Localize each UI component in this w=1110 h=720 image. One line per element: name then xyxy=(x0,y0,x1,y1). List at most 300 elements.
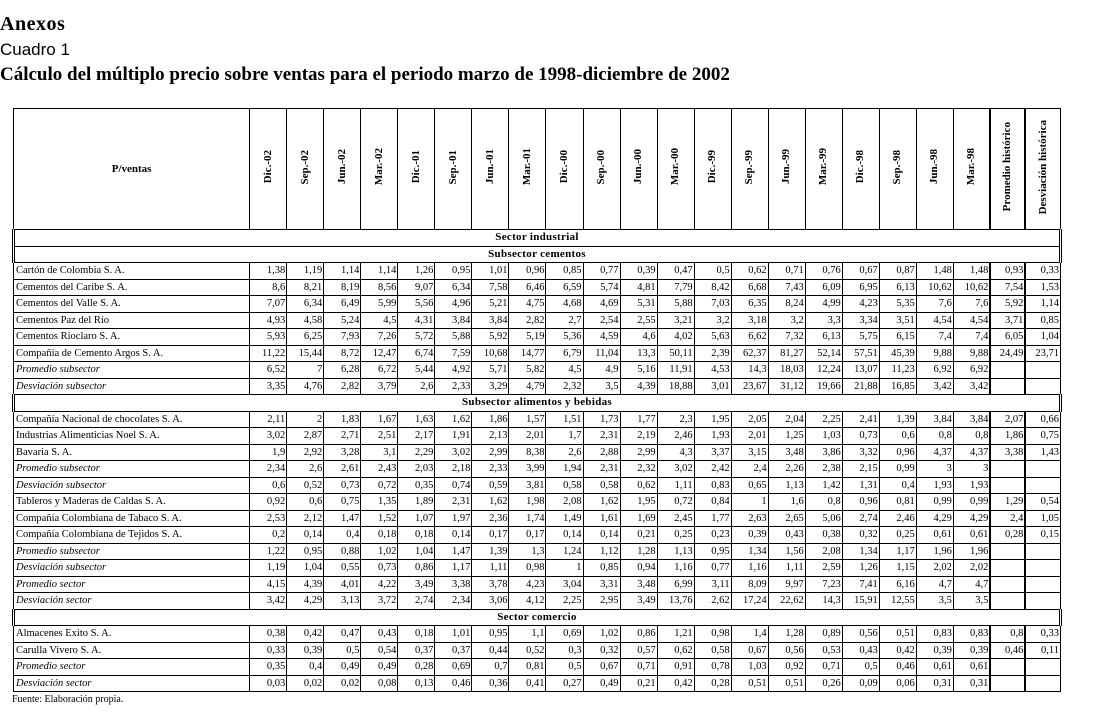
table-cell: 1,77 xyxy=(694,510,731,527)
table-cell: 7,07 xyxy=(250,296,287,313)
table-cell: 6,46 xyxy=(509,279,546,296)
table-cell: 31,12 xyxy=(768,378,805,395)
table-cell: 2,51 xyxy=(361,428,398,445)
table-row xyxy=(14,527,1061,544)
table-cell: 1,21 xyxy=(657,626,694,643)
column-header-text: Jun.-02 xyxy=(335,149,348,185)
table-cell: 2,95 xyxy=(583,593,620,610)
table-cell: 1,38 xyxy=(250,263,287,280)
table-cell: 6,62 xyxy=(731,329,768,346)
table-cell: 2,3 xyxy=(657,411,694,428)
table-cell: 13,3 xyxy=(620,345,657,362)
table-cell: 0,74 xyxy=(435,477,472,494)
table-cell: 1,12 xyxy=(583,543,620,560)
row-label: Cementos Rioclaro S. A. xyxy=(14,329,250,346)
table-cell: 4,81 xyxy=(620,279,657,296)
table-cell: 0,42 xyxy=(657,675,694,692)
table-cell: 7,4 xyxy=(916,329,953,346)
row-label: Desviación sector xyxy=(14,593,250,610)
table-cell: 2,46 xyxy=(879,510,916,527)
table-cell: 2,99 xyxy=(620,444,657,461)
table-cell: 3,84 xyxy=(472,312,509,329)
table-cell: 18,03 xyxy=(768,362,805,379)
table-cell: 0,88 xyxy=(324,543,361,560)
table-cell: 0,86 xyxy=(620,626,657,643)
column-header xyxy=(916,109,953,230)
table-cell: 1,1 xyxy=(509,626,546,643)
table-cell: 8,38 xyxy=(509,444,546,461)
table-cell: 1,05 xyxy=(1025,510,1060,527)
column-header xyxy=(583,109,620,230)
table-cell xyxy=(990,560,1025,577)
table-cell: 3,86 xyxy=(805,444,842,461)
table-cell: 2 xyxy=(287,411,324,428)
table-cell: 2,08 xyxy=(546,494,583,511)
table-cell: 6,15 xyxy=(879,329,916,346)
table-cell: 0,39 xyxy=(287,642,324,659)
table-cell: 0,43 xyxy=(361,626,398,643)
table-cell: 15,44 xyxy=(287,345,324,362)
table-cell: 7,59 xyxy=(435,345,472,362)
table-cell: 7,41 xyxy=(842,576,879,593)
table-cell: 1,9 xyxy=(250,444,287,461)
table-cell: 3,1 xyxy=(361,444,398,461)
table-cell: 1,74 xyxy=(509,510,546,527)
table-cell: 0,59 xyxy=(472,477,509,494)
table-cell: 3,31 xyxy=(583,576,620,593)
table-cell: 0,91 xyxy=(657,659,694,676)
table-cell: 7,58 xyxy=(472,279,509,296)
table-cell: 0,31 xyxy=(916,675,953,692)
table-cell: 0,03 xyxy=(250,675,287,692)
table-cell: 3,13 xyxy=(324,593,361,610)
table-cell: 0,51 xyxy=(731,675,768,692)
summary-row xyxy=(14,362,1061,379)
row-label: Industrias Alimenticias Noel S. A. xyxy=(14,428,250,445)
table-cell: 0,33 xyxy=(1025,263,1060,280)
table-row xyxy=(14,279,1061,296)
table-cell: 1,26 xyxy=(398,263,435,280)
table-cell: 0,14 xyxy=(435,527,472,544)
table-cell: 1,16 xyxy=(657,560,694,577)
table-cell: 0,86 xyxy=(398,560,435,577)
page-title: Anexos xyxy=(0,13,66,35)
table-cell: 0,6 xyxy=(287,494,324,511)
row-label: Bavaria S. A. xyxy=(14,444,250,461)
row-label: Promedio sector xyxy=(14,576,250,593)
table-cell: 2,11 xyxy=(250,411,287,428)
table-cell: 3,02 xyxy=(250,428,287,445)
column-header-text: Sep.-00 xyxy=(595,149,608,185)
table-cell: 9,07 xyxy=(398,279,435,296)
table-cell: 2,18 xyxy=(435,461,472,478)
table-cell: 10,68 xyxy=(472,345,509,362)
table-cell: 0,56 xyxy=(842,626,879,643)
table-cell: 6,59 xyxy=(546,279,583,296)
column-header-text: Jun.-01 xyxy=(483,149,496,185)
table-cell: 2,46 xyxy=(657,428,694,445)
table-cell: 2,99 xyxy=(472,444,509,461)
table-cell: 0,14 xyxy=(583,527,620,544)
table-cell: 0,96 xyxy=(509,263,546,280)
table-cell: 0,02 xyxy=(324,675,361,692)
table-cell: 1,49 xyxy=(546,510,583,527)
table-cell: 11,04 xyxy=(583,345,620,362)
table-cell: 6,92 xyxy=(916,362,953,379)
table-cell: 3,2 xyxy=(768,312,805,329)
column-header xyxy=(250,109,287,230)
table-cell: 21,88 xyxy=(842,378,879,395)
table-cell: 0,21 xyxy=(620,675,657,692)
table-cell: 0,72 xyxy=(657,494,694,511)
table-cell: 7,6 xyxy=(916,296,953,313)
table-cell: 4,53 xyxy=(694,362,731,379)
table-cell: 0,58 xyxy=(583,477,620,494)
table-cell: 8,72 xyxy=(324,345,361,362)
column-header-text: Jun.-00 xyxy=(632,149,645,185)
table-cell: 0,52 xyxy=(509,642,546,659)
table-cell: 0,65 xyxy=(731,477,768,494)
table-cell: 6,34 xyxy=(435,279,472,296)
table-cell: 0,69 xyxy=(435,659,472,676)
table-cell: 0,17 xyxy=(509,527,546,544)
table-cell: 4,15 xyxy=(250,576,287,593)
table-cell: 14,3 xyxy=(805,593,842,610)
table-cell: 14,77 xyxy=(509,345,546,362)
table-cell: 7,23 xyxy=(805,576,842,593)
table-cell: 11,22 xyxy=(250,345,287,362)
table-cell: 0,87 xyxy=(879,263,916,280)
table-row xyxy=(14,312,1061,329)
column-header xyxy=(435,109,472,230)
table-cell: 1,19 xyxy=(287,263,324,280)
table-cell: 1,93 xyxy=(694,428,731,445)
table-cell: 1,86 xyxy=(472,411,509,428)
table-cell: 0,51 xyxy=(879,626,916,643)
table-cell: 7,43 xyxy=(768,279,805,296)
table-row xyxy=(14,296,1061,313)
table-cell: 4,75 xyxy=(509,296,546,313)
table-cell: 3,84 xyxy=(916,411,953,428)
table-row xyxy=(14,345,1061,362)
table-cell: 0,85 xyxy=(583,560,620,577)
table-cell: 0,3 xyxy=(546,642,583,659)
table-cell: 2,02 xyxy=(916,560,953,577)
table-cell: 1,98 xyxy=(509,494,546,511)
table-cell: 6,13 xyxy=(805,329,842,346)
table-cell: 0,75 xyxy=(1025,428,1060,445)
table-cell: 0,23 xyxy=(694,527,731,544)
table-cell: 81,27 xyxy=(768,345,805,362)
table-cell: 3,38 xyxy=(990,444,1025,461)
table-cell: 0,67 xyxy=(731,642,768,659)
table-cell: 22,62 xyxy=(768,593,805,610)
summary-row xyxy=(14,675,1061,692)
table-cell: 0,13 xyxy=(398,675,435,692)
table-cell: 0,47 xyxy=(657,263,694,280)
table-cell: 0,5 xyxy=(694,263,731,280)
table-cell: 7,32 xyxy=(768,329,805,346)
price-to-sales-table xyxy=(12,108,1062,692)
table-cell: 0,42 xyxy=(879,642,916,659)
table-cell: 1,43 xyxy=(1025,444,1060,461)
table-cell: 3,5 xyxy=(583,378,620,395)
table-cell: 1,11 xyxy=(768,560,805,577)
table-cell: 1,25 xyxy=(768,428,805,445)
section-row xyxy=(14,395,1061,412)
table-cell xyxy=(1025,659,1060,676)
table-cell: 0,67 xyxy=(583,659,620,676)
table-cell: 0,52 xyxy=(287,477,324,494)
row-label: Almacenes Exito S. A. xyxy=(14,626,250,643)
table-cell: 6,92 xyxy=(953,362,990,379)
table-cell: 0,96 xyxy=(879,444,916,461)
table-cell: 0,7 xyxy=(472,659,509,676)
table-cell: 0,43 xyxy=(768,527,805,544)
column-header-text: Sep.-01 xyxy=(446,149,459,185)
table-cell: 0,56 xyxy=(768,642,805,659)
column-header-text: Dic.-02 xyxy=(261,150,274,184)
table-cell: 2,38 xyxy=(805,461,842,478)
summary-row xyxy=(14,378,1061,395)
table-cell: 0,25 xyxy=(879,527,916,544)
table-cell: 1,07 xyxy=(398,510,435,527)
table-cell: 0,4 xyxy=(324,527,361,544)
section-row xyxy=(14,230,1061,247)
table-cell: 3,51 xyxy=(879,312,916,329)
table-cell: 6,49 xyxy=(324,296,361,313)
table-cell: 4,54 xyxy=(916,312,953,329)
table-cell: 1,67 xyxy=(361,411,398,428)
table-cell: 0,69 xyxy=(546,626,583,643)
table-cell: 1,24 xyxy=(546,543,583,560)
table-cell: 0,85 xyxy=(546,263,583,280)
table-cell: 0,62 xyxy=(731,263,768,280)
table-cell: 3,04 xyxy=(546,576,583,593)
table-cell xyxy=(990,378,1025,395)
table-cell: 4,29 xyxy=(953,510,990,527)
table-cell: 9,88 xyxy=(916,345,953,362)
table-cell: 4,29 xyxy=(287,593,324,610)
table-cell: 2,17 xyxy=(398,428,435,445)
table-row xyxy=(14,626,1061,643)
table-cell: 0,31 xyxy=(953,675,990,692)
table-cell: 3,21 xyxy=(657,312,694,329)
table-cell: 3,5 xyxy=(916,593,953,610)
column-header xyxy=(287,109,324,230)
table-cell: 2,07 xyxy=(990,411,1025,428)
table-cell: 0,54 xyxy=(361,642,398,659)
column-header-text: Dic.-00 xyxy=(557,150,570,184)
table-cell: 2,13 xyxy=(472,428,509,445)
table-cell: 1,22 xyxy=(250,543,287,560)
column-header-text: Mar.-01 xyxy=(520,148,533,186)
table-cell: 3,71 xyxy=(990,312,1025,329)
table-cell: 2,01 xyxy=(731,428,768,445)
table-cell xyxy=(1025,378,1060,395)
table-cell: 8,56 xyxy=(361,279,398,296)
table-cell: 1 xyxy=(731,494,768,511)
table-cell: 0,36 xyxy=(472,675,509,692)
table-cell: 0,35 xyxy=(250,659,287,676)
table-cell: 3,34 xyxy=(842,312,879,329)
table-cell: 5,92 xyxy=(990,296,1025,313)
table-cell: 1,01 xyxy=(472,263,509,280)
table-cell: 1,48 xyxy=(953,263,990,280)
table-cell: 2,42 xyxy=(694,461,731,478)
table-cell: 5,93 xyxy=(250,329,287,346)
table-body xyxy=(14,230,1061,692)
column-header xyxy=(1025,109,1060,230)
table-cell: 6,09 xyxy=(805,279,842,296)
table-cell: 2,74 xyxy=(398,593,435,610)
table-cell xyxy=(990,659,1025,676)
table-cell: 0,83 xyxy=(916,626,953,643)
table-cell: 1,63 xyxy=(398,411,435,428)
table-cell: 4,5 xyxy=(546,362,583,379)
table-cell: 6,13 xyxy=(879,279,916,296)
table-cell: 3,38 xyxy=(435,576,472,593)
table-cell xyxy=(1025,362,1060,379)
column-header-text: Jun.-99 xyxy=(780,149,793,185)
table-cell: 4,29 xyxy=(916,510,953,527)
table-cell: 6,35 xyxy=(731,296,768,313)
table-cell xyxy=(990,362,1025,379)
column-header-text: Mar.-98 xyxy=(965,148,978,186)
row-label: Promedio subsector xyxy=(14,461,250,478)
table-cell: 0,33 xyxy=(1025,626,1060,643)
table-cell: 10,62 xyxy=(953,279,990,296)
table-cell: 3,99 xyxy=(509,461,546,478)
table-cell: 2,33 xyxy=(472,461,509,478)
table-cell: 12,47 xyxy=(361,345,398,362)
table-cell: 1,14 xyxy=(324,263,361,280)
table-cell: 1,77 xyxy=(620,411,657,428)
table-cell: 0,18 xyxy=(361,527,398,544)
column-header xyxy=(324,109,361,230)
table-cell: 4,23 xyxy=(842,296,879,313)
table-cell: 1,11 xyxy=(472,560,509,577)
table-cell: 9,97 xyxy=(768,576,805,593)
summary-row xyxy=(14,576,1061,593)
column-header xyxy=(398,109,435,230)
table-cell: 1,01 xyxy=(435,626,472,643)
summary-row xyxy=(14,461,1061,478)
table-cell: 1,95 xyxy=(694,411,731,428)
table-cell: 1,57 xyxy=(509,411,546,428)
source-note: Fuente: Elaboración propia. xyxy=(12,694,124,705)
table-cell: 0,5 xyxy=(546,659,583,676)
table-cell: 7,6 xyxy=(953,296,990,313)
table-cell: 0,71 xyxy=(620,659,657,676)
table-cell: 1,3 xyxy=(509,543,546,560)
table-cell: 3,5 xyxy=(953,593,990,610)
table-cell: 4,9 xyxy=(583,362,620,379)
column-header xyxy=(953,109,990,230)
table-cell: 6,79 xyxy=(546,345,583,362)
table-cell: 1,51 xyxy=(546,411,583,428)
table-cell: 1,28 xyxy=(768,626,805,643)
table-cell: 12,55 xyxy=(879,593,916,610)
table-cell: 0,55 xyxy=(324,560,361,577)
table-row xyxy=(14,642,1061,659)
table-cell: 0,08 xyxy=(361,675,398,692)
table-cell: 0,49 xyxy=(361,659,398,676)
table-cell: 0,61 xyxy=(953,659,990,676)
table-cell: 0,39 xyxy=(731,527,768,544)
table-cell: 0,71 xyxy=(805,659,842,676)
table-cell: 6,72 xyxy=(361,362,398,379)
table-cell: 1,31 xyxy=(842,477,879,494)
table-cell: 0,06 xyxy=(879,675,916,692)
table-cell: 0,33 xyxy=(250,642,287,659)
table-cell: 0,15 xyxy=(1025,527,1060,544)
column-header-text: Jun.-98 xyxy=(928,149,941,185)
table-cell: 6,28 xyxy=(324,362,361,379)
table-cell: 4,54 xyxy=(953,312,990,329)
table-cell xyxy=(1025,461,1060,478)
column-header xyxy=(620,109,657,230)
table-cell: 16,85 xyxy=(879,378,916,395)
table-cell: 3,49 xyxy=(620,593,657,610)
row-label: Promedio subsector xyxy=(14,362,250,379)
column-header xyxy=(361,109,398,230)
table-cell: 2,15 xyxy=(842,461,879,478)
table-cell: 0,99 xyxy=(916,494,953,511)
table-cell: 1,94 xyxy=(546,461,583,478)
table-cell: 1,7 xyxy=(546,428,583,445)
table-cell: 7,79 xyxy=(657,279,694,296)
table-cell xyxy=(990,461,1025,478)
table-cell: 0,43 xyxy=(842,642,879,659)
table-cell: 0,32 xyxy=(842,527,879,544)
table-cell: 0,77 xyxy=(694,560,731,577)
table-cell: 2,71 xyxy=(324,428,361,445)
table-cell: 3 xyxy=(953,461,990,478)
row-label: Cementos del Caribe S. A. xyxy=(14,279,250,296)
table-cell: 0,39 xyxy=(953,642,990,659)
table-cell: 0,49 xyxy=(324,659,361,676)
table-cell: 4,22 xyxy=(361,576,398,593)
table-cell: 5,75 xyxy=(842,329,879,346)
table-cell: 4,12 xyxy=(509,593,546,610)
table-cell: 0,81 xyxy=(879,494,916,511)
summary-row xyxy=(14,593,1061,610)
table-cell: 0,39 xyxy=(620,263,657,280)
table-cell: 0,61 xyxy=(916,659,953,676)
table-cell: 11,91 xyxy=(657,362,694,379)
table-cell: 18,88 xyxy=(657,378,694,395)
table-cell: 5,06 xyxy=(805,510,842,527)
table-cell: 3,42 xyxy=(250,593,287,610)
table-cell: 4,37 xyxy=(916,444,953,461)
column-header xyxy=(768,109,805,230)
table-cell: 0,25 xyxy=(657,527,694,544)
table-cell: 1,35 xyxy=(361,494,398,511)
table-cell: 0,02 xyxy=(287,675,324,692)
table-cell: 2,02 xyxy=(953,560,990,577)
table-cell: 0,71 xyxy=(768,263,805,280)
table-cell: 2,55 xyxy=(620,312,657,329)
table-cell: 0,94 xyxy=(620,560,657,577)
column-header xyxy=(546,109,583,230)
table-cell: 4,79 xyxy=(509,378,546,395)
table-cell: 1,96 xyxy=(953,543,990,560)
table-cell: 0,99 xyxy=(953,494,990,511)
table-cell: 1,4 xyxy=(731,626,768,643)
table-cell: 2,33 xyxy=(435,378,472,395)
table-cell: 3,29 xyxy=(472,378,509,395)
